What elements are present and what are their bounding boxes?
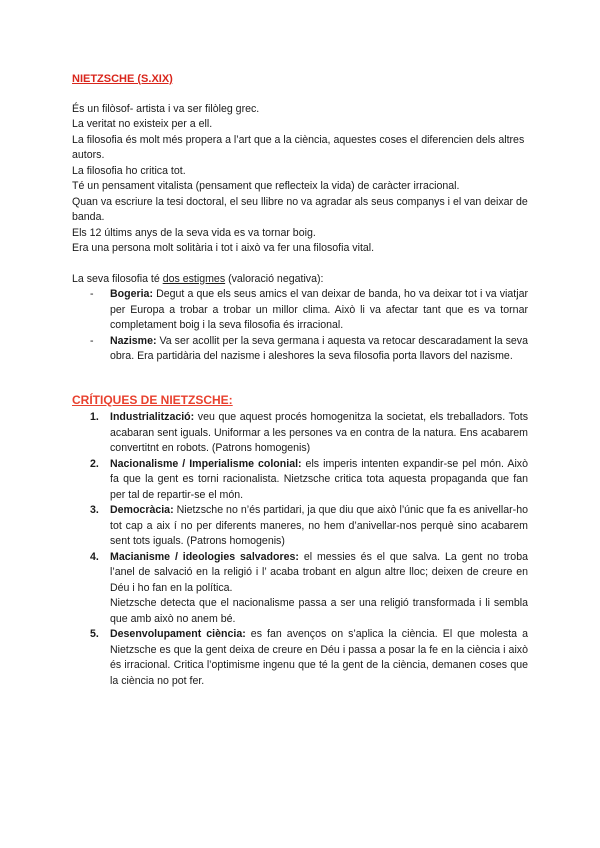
estigmes-underlined-term: dos estigmes bbox=[162, 272, 226, 285]
intro-line: És un filòsof- artista i va ser filòleg grec. bbox=[72, 102, 260, 115]
item-number: 1. bbox=[90, 411, 99, 423]
critiques-list bbox=[72, 410, 528, 689]
intro-line: Té un pensament vitalista (pensament que reflecteix la vida) de caràcter irracional. bbox=[72, 180, 460, 192]
estigme-text: Va ser acollit per la seva germana i aquesta va retocar descaradament la seva obra. Era partidària del nazisme i aleshores la seva filosofia porta llavors del nazisme. bbox=[110, 334, 528, 362]
item-number: 2. bbox=[90, 457, 99, 470]
critique-term: Macianisme / ideologies salvadores: bbox=[110, 550, 299, 563]
document-body bbox=[72, 72, 528, 689]
item-number: 4. bbox=[90, 550, 99, 563]
item-number: 3. bbox=[90, 504, 99, 516]
critique-text: veu que aquest procés homogenitza la societat, els treballadors. Tots acabaran sent iguals. Uniformar a les persones va en contra de la natura. Ens acabarem convertitnt en robots. (Patrons homogenis) bbox=[110, 411, 528, 454]
intro-line: Era una persona molt solitària i tot i això va fer una filosofia vital. bbox=[72, 242, 375, 254]
critique-text: Nietzsche no n’és partidari, ja que diu que això l’únic que fa es anivellar-ho tot cap a aix í no per diferents maneres, no hem d’anivellar-nos perquè sino acabarem sent tots iguals. (Patrons homogenis) bbox=[110, 504, 528, 547]
intro-line: Els 12 últims anys de la seva vida es va tornar boig. bbox=[72, 226, 316, 239]
item-number: 5. bbox=[90, 628, 99, 640]
critique-term: Desenvolupament ciència: bbox=[110, 628, 246, 640]
estigmes-list bbox=[72, 287, 528, 365]
estigmes-lead: La seva filosofia té dos estigmes (valoració negativa): bbox=[72, 272, 324, 285]
intro-line: La filosofia ho critica tot. bbox=[72, 164, 186, 177]
critique-text: els imperis intenten expandir-se pel món. Això fa que la gent es torni racionalista. Nietzsche critica tota aquesta propaganda que fan per tal de repartir-se el món. bbox=[110, 457, 528, 501]
estigme-text: Degut a que els seus amics el van deixar de banda, ho va deixar tot i va viatjar per Europa a trobar a trobar un millor clima. Això li va afectar tant que es va tornar completament boig i la seva filosofia és irracional. bbox=[110, 288, 528, 331]
intro-line: La filosofia és molt més propera a l’art que a la ciència, aquestes coses el diferencien dels altres autors. bbox=[72, 133, 525, 161]
critique-item-nacionalisme bbox=[90, 457, 528, 504]
critique-text: el messies és el que salva. La gent no troba l’anel de salvació en la religió i l’ acaba trobant en algun altre lloc; deixen de creure en Déu i ho fan en la política. bbox=[110, 550, 528, 594]
critique-extra-text: Nietzsche detecta que el nacionalisme passa a ser una religió transformada i li sembla que amb això no anem bé. bbox=[110, 597, 528, 625]
critique-term: Industrialització: bbox=[110, 411, 195, 423]
estigme-item-nazisme bbox=[90, 334, 528, 365]
dash-bullet: - bbox=[90, 334, 94, 347]
critique-item-ciencia bbox=[90, 627, 528, 689]
critique-item-industrialitzacio bbox=[90, 410, 528, 457]
estigme-item-bogeria bbox=[90, 287, 528, 334]
intro-line: La veritat no existeix per a ell. bbox=[72, 118, 213, 130]
dash-bullet: - bbox=[90, 288, 94, 300]
critiques-heading: CRÍTIQUES DE NIETZSCHE: bbox=[72, 392, 233, 407]
critique-item-macianisme bbox=[90, 550, 528, 628]
critique-text: es fan avenços on s’aplica la ciència. El que molesta a Nietzsche es que la gent deixa de creure en Déu i passa a posar la fe en la ciència i això és irracional. Critica l’optimisme ingenu que té la gent de la ciència, demanen coses que la ciència no pot fer. bbox=[110, 628, 528, 687]
intro-section bbox=[72, 102, 528, 257]
critique-item-democracia bbox=[90, 503, 528, 550]
critique-term: Nacionalisme / Imperialisme colonial: bbox=[110, 457, 302, 470]
estigme-term: Bogeria: bbox=[110, 288, 153, 300]
document-title: NIETZSCHE (S.XIX) bbox=[72, 73, 173, 85]
critique-term: Democràcia: bbox=[110, 504, 174, 516]
intro-line: Quan va escriure la tesi doctoral, el seu llibre no va agradar als seus companys i el van deixar de banda. bbox=[72, 195, 528, 223]
estigme-term: Nazisme: bbox=[110, 334, 157, 347]
